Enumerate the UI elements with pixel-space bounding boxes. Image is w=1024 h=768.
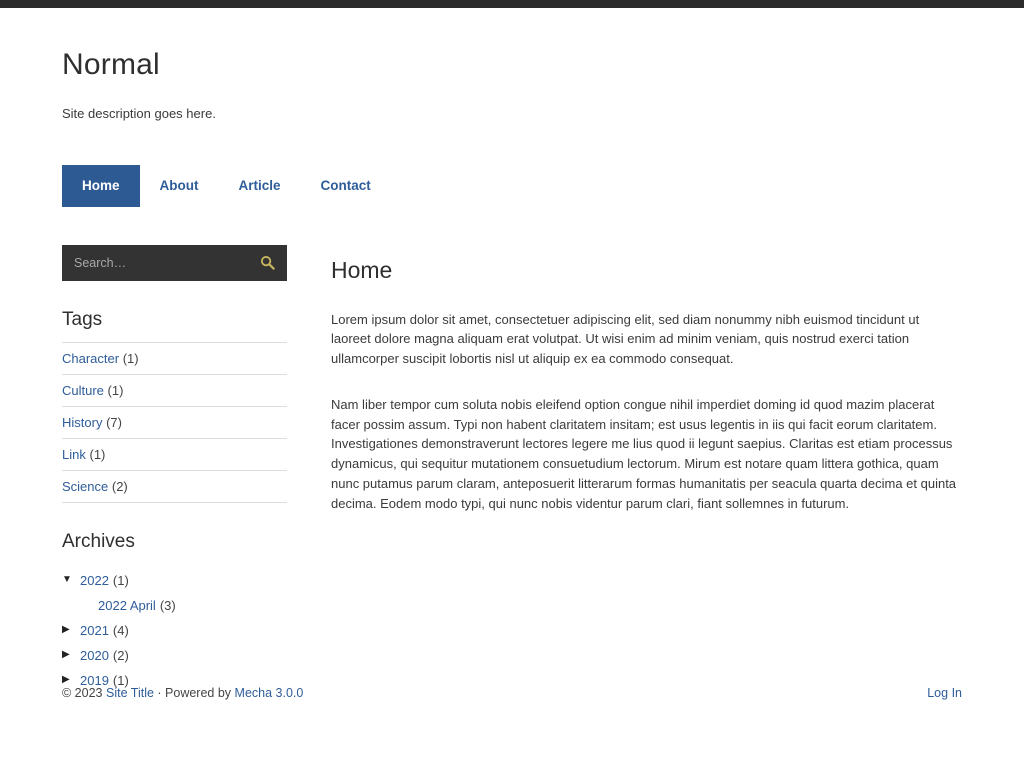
tag-count: (7) <box>106 414 122 430</box>
chevron-right-icon[interactable]: ▶ <box>62 624 70 635</box>
search-icon <box>260 255 275 270</box>
archive-count: (3) <box>159 597 176 613</box>
tag-link-science[interactable]: Science <box>62 478 109 494</box>
main-navigation <box>62 165 962 207</box>
search-input[interactable] <box>72 255 258 271</box>
tag-link-culture[interactable]: Culture <box>62 382 104 398</box>
tag-count: (1) <box>107 382 124 398</box>
archive-count: (2) <box>112 647 129 663</box>
page-container <box>0 48 1024 693</box>
tags-list <box>62 343 287 503</box>
archive-count: (1) <box>112 672 129 688</box>
archive-link-2021[interactable]: 2021 <box>80 622 109 638</box>
list-item <box>62 375 287 407</box>
archives-list <box>62 568 287 693</box>
main-content <box>331 245 961 693</box>
login-link[interactable]: Log In <box>927 686 962 700</box>
nav-item-about[interactable]: About <box>159 178 199 193</box>
chevron-right-icon[interactable]: ▶ <box>62 649 70 660</box>
footer-left <box>62 686 303 700</box>
footer-powered-by: · Powered by <box>157 686 232 700</box>
body-paragraph-2: Nam liber tempor cum soluta nobis eleifend option congue nihil imperdiet doming id quod mazim placerat facer possim assum. Typi non habent claritatem insitam; est usus legentis in iis qui facit eorum claritatem. Investigationes demonstraverunt lectores legere me lius quod ii legunt saepius. Claritas est etiam processus dynamicus, qui sequitur mutationem consuetudium lectorum. Mirum est notare quam littera gothica, quam nunc putamus parum claram, anteposuerit litterarum formas humanitatis per seacula quarta decima et quinta decima. Eodem modo typi, qui nunc nobis videntur parum clari, fiant sollemnes in futurum. <box>331 396 957 511</box>
footer <box>62 686 962 700</box>
nav-item-contact[interactable]: Contact <box>320 178 371 193</box>
archive-link-2019[interactable]: 2019 <box>80 672 109 688</box>
sidebar <box>62 245 287 693</box>
footer-copyright: © 2023 <box>62 686 103 700</box>
archive-link-2020[interactable]: 2020 <box>80 647 109 663</box>
archive-count: (1) <box>112 572 129 588</box>
tag-count: (1) <box>89 446 106 462</box>
tag-count: (1) <box>122 350 139 366</box>
archive-row-2020[interactable] <box>62 643 287 668</box>
site-description: Site description goes here. <box>62 106 216 121</box>
top-accent-bar <box>0 0 1024 8</box>
tag-link-history[interactable]: History <box>62 414 103 430</box>
archives-widget-title: Archives <box>62 530 135 552</box>
footer-site-link[interactable]: Site Title <box>105 686 154 700</box>
archive-row-2021[interactable] <box>62 618 287 643</box>
site-title: Normal <box>62 48 160 81</box>
content-area <box>62 245 962 693</box>
tag-link-link[interactable]: Link <box>62 446 86 462</box>
tag-link-character[interactable]: Character <box>62 350 120 366</box>
search-box <box>62 245 287 281</box>
archive-row-2022-april[interactable] <box>62 593 287 618</box>
list-item <box>62 407 287 439</box>
archive-link-2022[interactable]: 2022 <box>80 572 109 588</box>
chevron-right-icon[interactable]: ▶ <box>62 674 70 685</box>
tag-count: (2) <box>111 478 128 494</box>
nav-item-home[interactable]: Home <box>62 165 140 207</box>
search-button[interactable] <box>258 255 277 270</box>
chevron-down-icon[interactable]: ▼ <box>62 574 72 585</box>
list-item <box>62 439 287 471</box>
archive-row-2022[interactable] <box>62 568 287 593</box>
list-item <box>62 343 287 375</box>
footer-engine-link[interactable]: Mecha 3.0.0 <box>234 686 304 700</box>
archive-link-2022-april[interactable]: 2022 April <box>98 597 156 613</box>
list-item <box>62 471 287 503</box>
body-paragraph-1: Lorem ipsum dolor sit amet, consectetuer adipiscing elit, sed diam nonummy nibh euismod tincidunt ut laoreet dolore magna aliquam erat volutpat. Ut wisi enim ad minim veniam, quis nostrud exerci tation ullamcorper suscipit lobortis nisl ut aliquip ex ea commodo consequat. <box>331 311 920 366</box>
page-title: Home <box>331 256 393 283</box>
archive-count: (4) <box>112 622 129 638</box>
nav-item-article[interactable]: Article <box>238 178 281 193</box>
tags-widget-title: Tags <box>62 309 287 343</box>
